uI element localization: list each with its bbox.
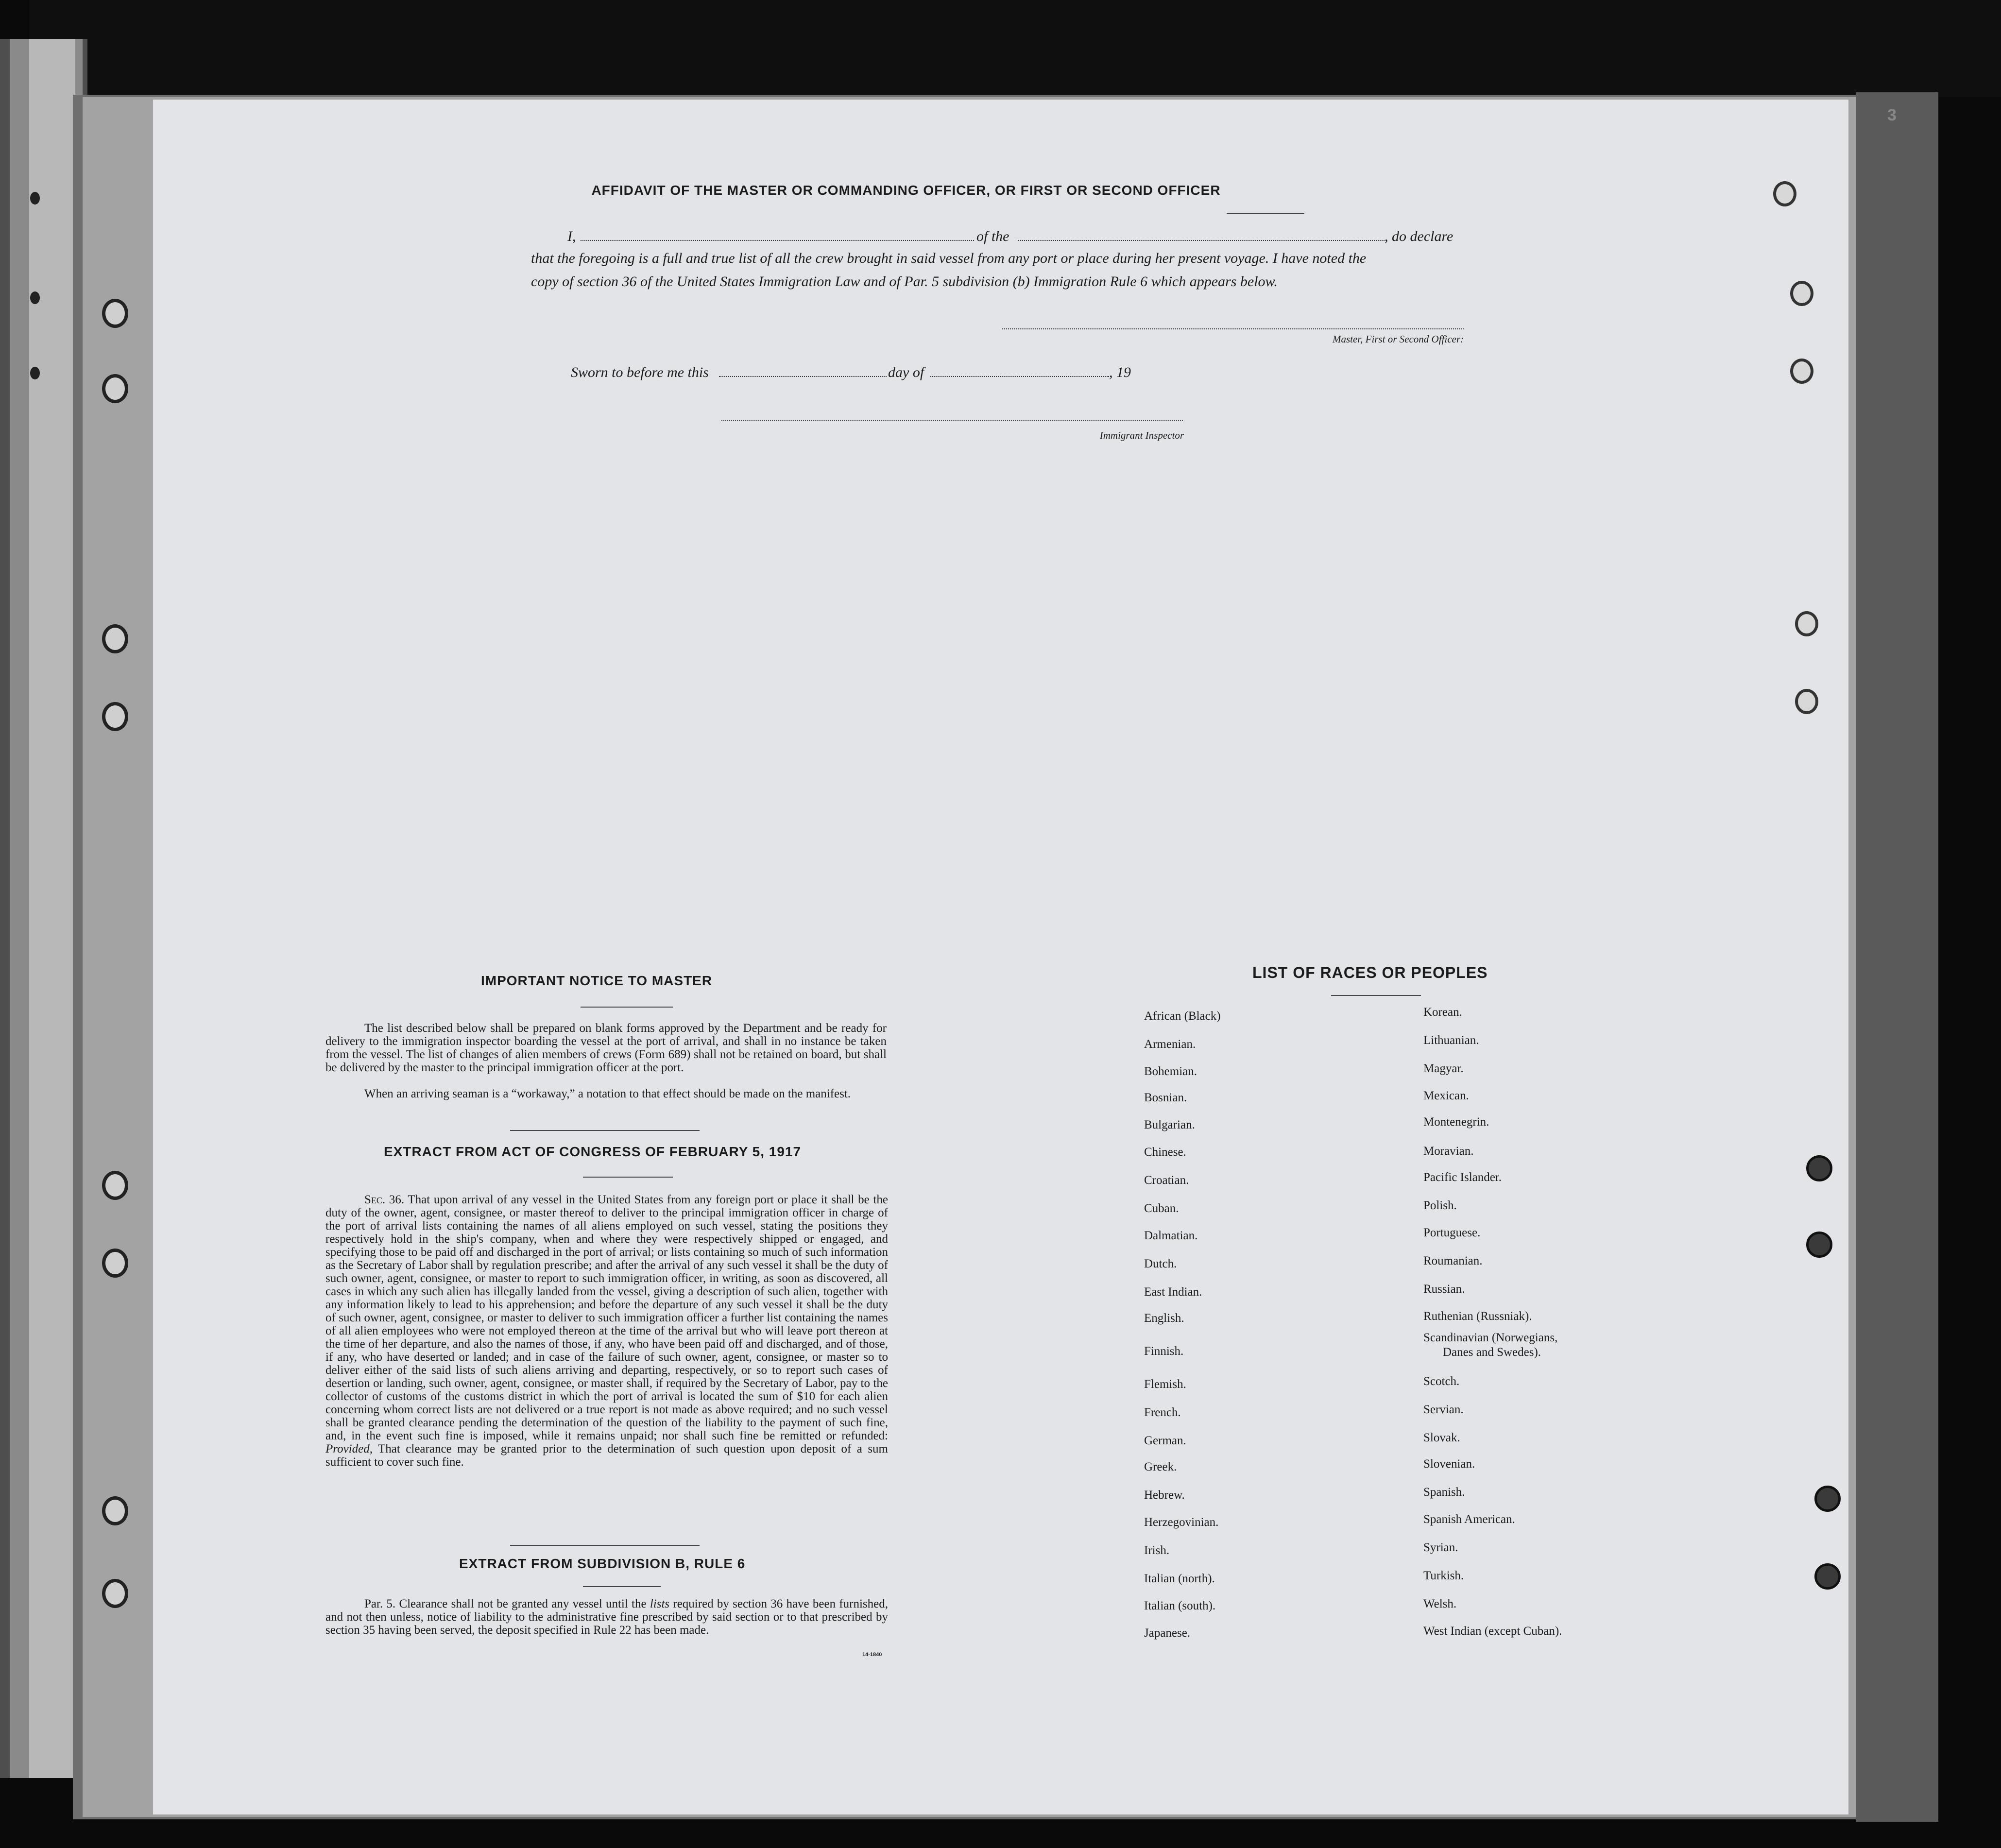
race-item: Herzegovinian.	[1144, 1516, 1219, 1529]
sworn-label: Sworn to before me this	[571, 364, 709, 380]
vessel-name-field[interactable]	[1018, 240, 1385, 241]
race-item: English.	[1144, 1312, 1184, 1325]
races-title: LIST OF RACES OR PEOPLES	[1252, 964, 1488, 981]
race-item: Flemish.	[1144, 1378, 1186, 1391]
race-item: Japanese.	[1144, 1626, 1191, 1640]
race-item: Ruthenian (Russniak).	[1423, 1310, 1532, 1323]
race-item: Bulgarian.	[1144, 1118, 1195, 1131]
section-36-body-end: That clearance may be granted prior to the determination of such question upon deposit of a sum sufficient to cover such fine.	[325, 1442, 888, 1469]
sworn-year-label: , 19	[1109, 364, 1131, 380]
title-rule	[1227, 213, 1304, 214]
par-5-body: Clearance shall not be granted any vessel until the	[399, 1597, 650, 1610]
binder-hole-icon	[102, 1249, 128, 1278]
section-36-body: That upon arrival of any vessel in the United States from any foreign port or place it shall be the duty of the owner, agent, consignee, or master thereof to deliver to the principal immigration officer in charge of the port of arrival lists containing the names of all aliens employed on such vessel, stating the positions they respectively hold in the ship's company, when and where they were respectively shipped or engaged, and specifying those to be paid off and discharged in the port of arrival; or lists containing so much of such information as the Secretary of Labor shall by regulation prescribe; and after the arrival of any such vessel it shall be the duty of such owner, agent, consignee, or master to report to such immigration officer, in writing, as soon as discovered, all cases in which any such alien has illegally landed from the vessel, giving a description of such alien, together with any information likely to lead to his apprehension; and before the departure of any such vessel it shall be the duty of such owner, agent, consignee, or master to deliver to such immigration officer a further list containing the names of all alien employees who were not employed thereon at the time of the arrival but who will leave port thereon at the time of her departure, and also the names of those, if any, who have been paid off and discharged, and of those, if any, who have deserted or landed; and in case of the failure of such owner, agent, consignee, or master so to deliver either of the said lists of such aliens arriving and departing, respectively, or so to report such cases of desertion or landing, such owner, agent, consignee, or master shall, if required by the Secretary of Labor, pay to the collector of customs of the customs district in which the port of arrival is located the sum of $10 for each alien concerning whom correct lists are not delivered or a true report is not made as above required; and no such vessel shall be granted clearance pending the determination of the question of the liability to the payment of such fine, and, in the event such fine is imposed, while it remains unpaid; nor shall such fine be remitted or refunded:	[325, 1193, 888, 1442]
act-extract-title: EXTRACT FROM ACT OF CONGRESS OF FEBRUARY 5, 1917	[384, 1144, 802, 1159]
race-item: Servian.	[1423, 1403, 1464, 1416]
officer-signature-caption: Master, First or Second Officer:	[1332, 333, 1464, 345]
race-item: Spanish.	[1423, 1486, 1465, 1499]
binder-hole-icon	[102, 1496, 128, 1525]
binder-hole-icon	[1773, 181, 1796, 206]
binder-hole-icon	[102, 624, 128, 653]
binder-hole-icon	[102, 702, 128, 731]
race-item: Armenian.	[1144, 1038, 1196, 1051]
race-item: East Indian.	[1144, 1285, 1202, 1299]
section-rule	[510, 1545, 700, 1546]
race-item: West Indian (except Cuban).	[1423, 1625, 1562, 1638]
affidavit-line-2: that the foregoing is a full and true list of all the crew brought in said vessel from any port or place during her present voyage. I have noted the	[531, 250, 1367, 266]
inspector-caption: Immigrant Inspector	[1099, 429, 1184, 441]
notice-paragraph-1: The list described below shall be prepared on blank forms approved by the Department and be ready for delivery to the immigration inspector boarding the vessel at the port of arrival, and shall in no instance be taken from the vessel. The list of changes of alien members of crews (Form 689) shall not be retained on board, but shall be delivered by the master to the principal immigration officer at the port.	[325, 1022, 887, 1074]
binder-hole-icon	[1790, 281, 1813, 306]
binder-hole-icon	[1814, 1486, 1841, 1512]
section-36-text	[325, 1193, 888, 1469]
section-label: Sec. 36.	[364, 1193, 405, 1206]
race-item: Welsh.	[1423, 1597, 1457, 1610]
race-item: Greek.	[1144, 1460, 1177, 1473]
race-item: Magyar.	[1423, 1062, 1464, 1075]
race-item: Turkish.	[1423, 1569, 1464, 1582]
affidavit-line-3: copy of section 36 of the United States Immigration Law and of Par. 5 subdivision (b) Immigration Rule 6 which appears below.	[531, 274, 1278, 290]
edge-punch-icon	[30, 192, 40, 205]
race-item: Polish.	[1423, 1199, 1457, 1212]
form-number: 14-1840	[862, 1652, 882, 1658]
race-item: Finnish.	[1144, 1345, 1184, 1358]
race-item: Spanish American.	[1423, 1513, 1515, 1526]
binder-hole-icon	[102, 1171, 128, 1200]
race-item: Portuguese.	[1423, 1226, 1481, 1239]
race-item: Irish.	[1144, 1544, 1170, 1557]
race-item: German.	[1144, 1434, 1186, 1447]
rule-extract-rule	[583, 1586, 661, 1587]
race-item: Chinese.	[1144, 1146, 1186, 1159]
race-item: Hebrew.	[1144, 1489, 1185, 1502]
scan-background-top	[29, 0, 2001, 97]
race-item: Lithuanian.	[1423, 1034, 1479, 1047]
act-extract-rule	[583, 1177, 673, 1178]
binder-hole-icon	[1790, 359, 1813, 384]
race-item: Scotch.	[1423, 1375, 1460, 1388]
race-item: Syrian.	[1423, 1541, 1458, 1554]
race-item: Russian.	[1423, 1283, 1465, 1296]
race-item: French.	[1144, 1406, 1181, 1419]
edge-punch-icon	[30, 291, 40, 304]
race-item: Moravian.	[1423, 1145, 1474, 1158]
notice-paragraph-2: When an arriving seaman is a “workaway,” a notation to that effect should be made on the manifest.	[364, 1087, 851, 1100]
race-item: Dutch.	[1144, 1257, 1177, 1270]
race-item: Montenegrin.	[1423, 1115, 1489, 1129]
race-item: Slovenian.	[1423, 1457, 1475, 1471]
manifest-sheet	[153, 100, 1848, 1814]
binder-hole-icon	[102, 374, 128, 403]
par-5-body-end: required by section 36 have been furnished, and not then unless, notice of liability to the administrative fine prescribed by said section or to that prescribed by section 35 having been served, the deposit specified in Rule 22 has been made.	[325, 1597, 888, 1637]
race-item: Scandinavian (Norwegians,	[1423, 1331, 1558, 1344]
binder-hole-icon	[1806, 1232, 1832, 1258]
officer-signature-field[interactable]	[1002, 328, 1464, 329]
binder-hole-icon	[1806, 1155, 1832, 1181]
lists-word: lists	[650, 1597, 670, 1610]
affidavit-title: AFFIDAVIT OF THE MASTER OR COMMANDING OFFICER, OR FIRST OR SECOND OFFICER	[591, 183, 1221, 198]
affidavit-of-the-label: of the	[976, 228, 1009, 244]
par-5-text	[325, 1597, 888, 1637]
race-item: Danes and Swedes).	[1443, 1346, 1541, 1359]
race-item: African (Black)	[1144, 1010, 1221, 1023]
notice-rule	[581, 1007, 673, 1008]
races-rule	[1331, 995, 1421, 996]
binder-hole-icon	[1795, 611, 1818, 636]
edge-punch-icon	[30, 367, 40, 379]
master-name-field[interactable]	[581, 240, 974, 241]
race-item: Pacific Islander.	[1423, 1171, 1502, 1184]
race-item: Korean.	[1423, 1006, 1462, 1019]
notice-title: IMPORTANT NOTICE TO MASTER	[481, 973, 713, 988]
sworn-day-field[interactable]	[719, 376, 887, 377]
sworn-day-of-label: day of	[888, 364, 924, 380]
sworn-month-field[interactable]	[930, 376, 1109, 377]
binder-hole-icon	[1795, 689, 1818, 714]
par-label: Par. 5.	[364, 1597, 396, 1610]
binder-hole-icon	[1814, 1563, 1841, 1590]
affidavit-i-label: I,	[567, 228, 576, 244]
corner-number: 3	[1887, 106, 1897, 124]
race-item: Croatian.	[1144, 1174, 1189, 1187]
rule-extract-title: EXTRACT FROM SUBDIVISION B, RULE 6	[459, 1556, 746, 1571]
inspector-signature-field[interactable]	[721, 420, 1183, 421]
race-item: Italian (south).	[1144, 1599, 1216, 1612]
binder-hole-icon	[102, 299, 128, 328]
race-item: Mexican.	[1423, 1089, 1469, 1102]
race-item: Slovak.	[1423, 1431, 1460, 1444]
affidavit-declare-label: , do declare	[1385, 228, 1454, 244]
race-item: Bohemian.	[1144, 1065, 1197, 1078]
section-rule	[510, 1130, 700, 1131]
race-item: Italian (north).	[1144, 1572, 1215, 1585]
race-item: Roumanian.	[1423, 1254, 1483, 1267]
race-item: Cuban.	[1144, 1202, 1179, 1215]
provided-word: Provided,	[325, 1442, 373, 1455]
race-item: Bosnian.	[1144, 1091, 1187, 1104]
right-page-edge	[1856, 92, 1938, 1822]
binder-hole-icon	[102, 1579, 128, 1608]
race-item: Dalmatian.	[1144, 1229, 1198, 1242]
